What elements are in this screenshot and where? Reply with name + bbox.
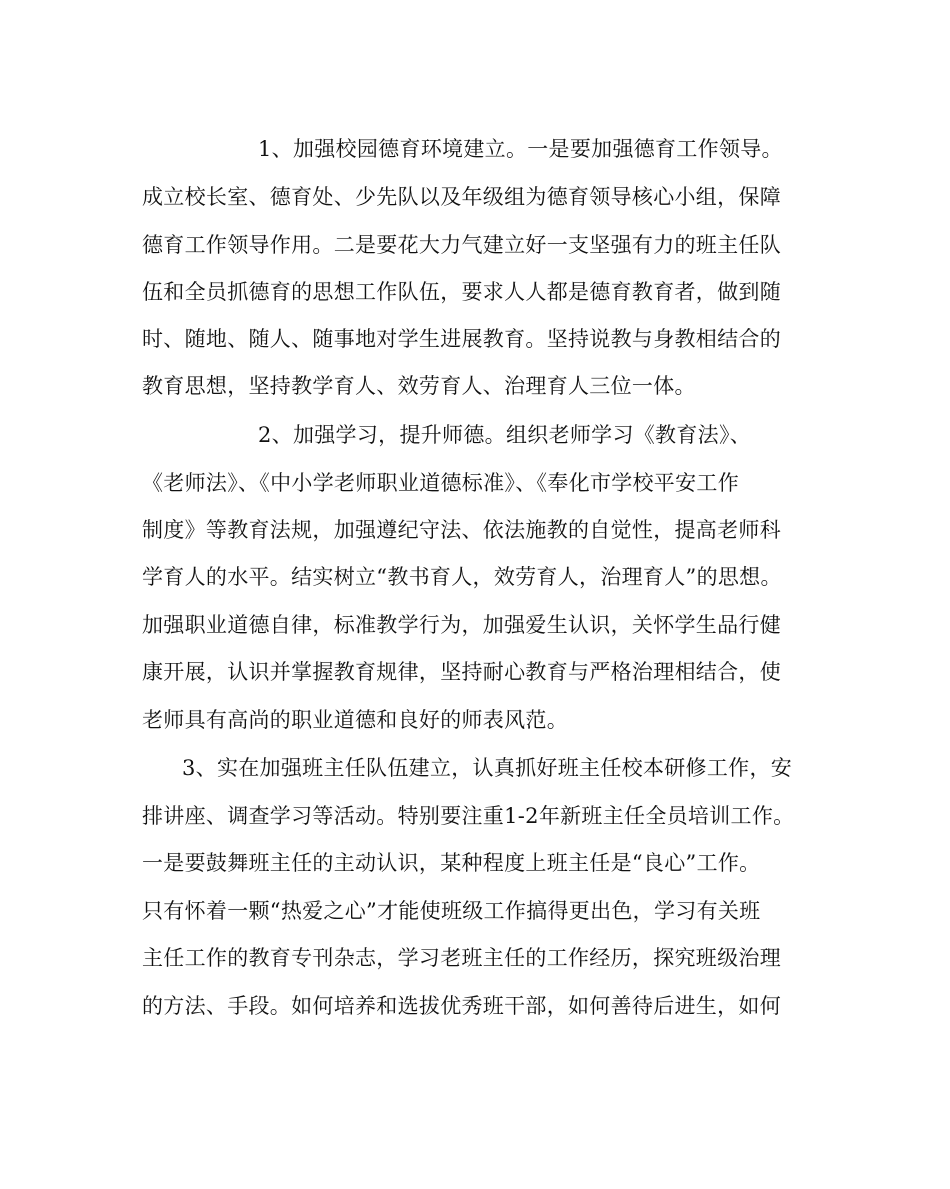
paragraph-1-line-2: 成立校长室、德育处、少先队以及年级组为德育领导核心小组，保障 [142,185,781,209]
paragraph-3-line-1: 3、实在加强班主任队伍建立，认真抓好班主任校本研修工作，安 [182,756,793,780]
paragraph-2-line-5: 加强职业道德自律，标准教学行为，加强爱生认识，关怀学生品行健 [142,613,781,637]
paragraph-3-line-3: 一是要鼓舞班主任的主动认识，某种程度上班主任是“良心”工作。 [142,851,761,875]
paragraph-2-line-1: 2、加强学习，提升师德。组织老师学习《教育法》、 [258,423,752,447]
paragraph-2-line-2: 《老师法》、《中小学老师职业道德标准》、《奉化市学校平安工作 [142,471,739,495]
paragraph-1-line-1: 1、加强校园德育环境建立。一是要加强德育工作领导。 [258,137,783,161]
paragraph-1-line-3: 德育工作领导作用。二是要花大力气建立好一支坚强有力的班主任队 [142,233,781,257]
paragraph-2-line-4: 学育人的水平。结实树立“教书育人，效劳育人，治理育人”的思想。 [142,565,782,589]
paragraph-1-line-5: 时、随地、随人、随事地对学生进展教育。坚持说教与身教相结合的 [142,327,781,351]
paragraph-2-line-7: 老师具有高尚的职业道德和良好的师表风范。 [142,708,568,732]
paragraph-3-line-5: 主任工作的教育专刊杂志，学习老班主任的工作经历，探究班级治理 [142,946,781,970]
paragraph-2-line-3: 制度》等教育法规，加强遵纪守法、依法施教的自觉性，提高老师科 [142,518,781,542]
paragraph-1-line-6: 教育思想，坚持教学育人、效劳育人、治理育人三位一体。 [142,374,696,398]
paragraph-2-line-6: 康开展，认识并掌握教育规律，坚持耐心教育与严格治理相结合，使 [142,660,781,684]
paragraph-1-line-4: 伍和全员抓德育的思想工作队伍，要求人人都是德育教育者，做到随 [142,280,781,304]
paragraph-3-line-6: 的方法、手段。如何培养和选拔优秀班干部，如何善待后进生，如何 [142,994,781,1018]
paragraph-3-line-4: 只有怀着一颗“热爱之心”才能使班级工作搞得更出色，学习有关班 [142,899,761,923]
paragraph-3-line-2: 排讲座、调查学习等活动。特别要注重1-2年新班主任全员培训工作。 [142,804,795,828]
